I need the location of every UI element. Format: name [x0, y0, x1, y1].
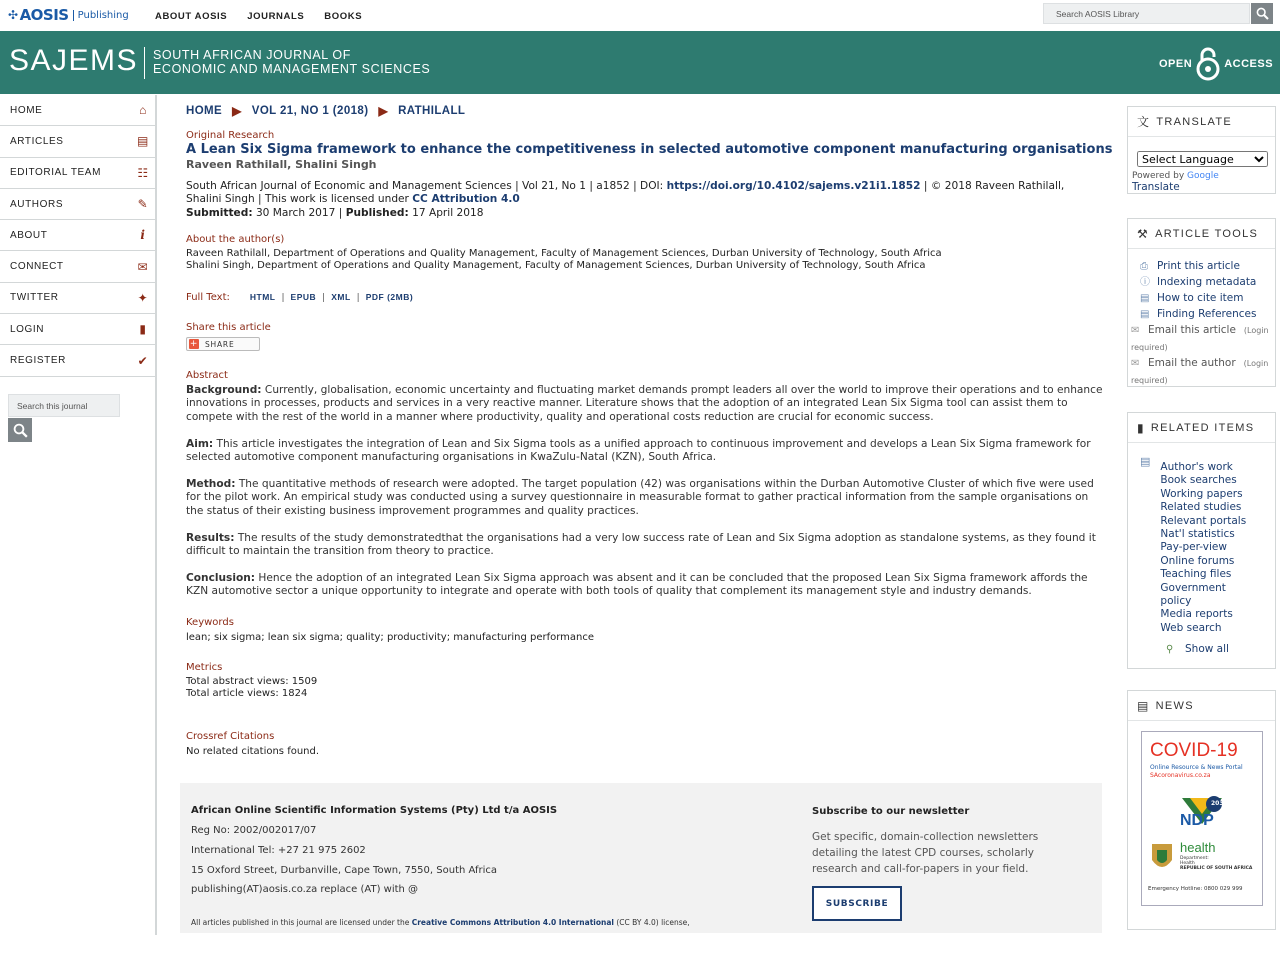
separator: | — [356, 293, 360, 303]
envelope-icon: ✉ — [1131, 358, 1140, 369]
author-affiliation: Shalini Singh, Department of Operations and Quality Management, Faculty of Management Sciences, Durban University of Technology, South Africa — [186, 260, 926, 271]
search-icon — [1256, 7, 1269, 20]
email-author-link[interactable] — [1131, 357, 1275, 387]
citation-text: South African Journal of Economic and Management Sciences | Vol 21, No 1 | a1852 | DOI: — [186, 180, 667, 192]
article-authors: Raveen Rathilall, Shalini Singh — [186, 158, 377, 171]
breadcrumb-home[interactable]: HOME — [186, 105, 223, 117]
journal-short-name[interactable]: SAJEMS — [9, 44, 139, 77]
aim-label: Aim: — [186, 438, 214, 450]
journal-full-name — [153, 48, 430, 76]
login-note: required) — [1131, 343, 1168, 352]
metrics-heading: Metrics — [186, 662, 223, 673]
book-icon: ▮ — [1137, 420, 1145, 435]
finding-references-link[interactable] — [1140, 308, 1275, 321]
background-text: Currently, globalisation, economic uncertainty and fluctuating market demands prompt leaders all over the world to improve their operations and to enhance innovations in processes, products and services in a very reactive manner. Literature shows that the adoption of an integrated Lean Six Sigma tool can assist them to compete with the rest of the world in a manner where productivity, quality and operational costs reduction are crucial for economic success. — [186, 384, 1103, 423]
envelope-icon: ✉ — [1131, 325, 1140, 336]
info-icon: i — [140, 228, 146, 243]
translate-heading — [1128, 107, 1275, 137]
show-all-link[interactable] — [1166, 643, 1275, 656]
nav-journals[interactable]: JOURNALS — [247, 11, 305, 22]
google-logo-text: Google — [1187, 171, 1219, 181]
abstract-method — [186, 478, 1106, 518]
related-link-web-search[interactable]: Web search — [1160, 621, 1222, 634]
health-sub-line: Department: — [1180, 856, 1209, 861]
footer-org-name: African Online Scientific Information Systems (Pty) Ltd t/a AOSIS — [191, 805, 558, 816]
breadcrumb — [186, 104, 465, 118]
covid-banner[interactable] — [1141, 731, 1263, 906]
journal-search-button[interactable] — [8, 418, 32, 442]
abstract-conclusion — [186, 572, 1106, 599]
footer-phone: International Tel: +27 21 975 2602 — [191, 845, 366, 856]
document-icon: ▤ — [137, 134, 149, 149]
open-lock-icon — [1195, 47, 1221, 81]
article-tools-panel — [1127, 218, 1276, 387]
banner-divider — [144, 47, 145, 79]
abstract-aim — [186, 438, 1106, 465]
article-title: A Lean Six Sigma framework to enhance the competitiveness in selected automotive component manufacturing organisations — [186, 142, 1113, 157]
related-link-related-studies[interactable]: Related studies — [1160, 501, 1242, 514]
plus-icon: + — [189, 339, 199, 349]
aosis-logo[interactable] — [8, 6, 129, 24]
published-date: 17 April 2018 — [412, 206, 484, 219]
article-type: Original Research — [186, 130, 275, 141]
sidebar-item-label: LOGIN — [10, 323, 45, 335]
sidebar-divider — [155, 95, 157, 935]
crossref-text: No related citations found. — [186, 746, 320, 757]
tool-label: How to cite item — [1157, 292, 1244, 304]
related-link-authors-work[interactable]: Author's work — [1160, 461, 1233, 473]
keywords: lean; six sigma; lean six sigma; quality; productivity; manufacturing performance — [186, 632, 595, 643]
nav-about-aosis[interactable]: ABOUT AOSIS — [155, 11, 228, 22]
translate-panel — [1127, 106, 1276, 194]
crossref-heading: Crossref Citations — [186, 731, 275, 742]
email-author-text: Email the author — [1148, 357, 1236, 369]
envelope-icon: ✉ — [137, 259, 149, 274]
left-sidebar — [0, 95, 156, 377]
tool-label: Print this article — [1157, 260, 1240, 272]
aosis-logo-mark — [8, 6, 69, 24]
newsletter-title: Subscribe to our newsletter — [812, 806, 970, 817]
related-items-list — [1160, 455, 1246, 635]
group-icon: ☷ — [137, 165, 149, 180]
method-text: The quantitative methods of research were adopted. The target population (42) was organisations within the Durban Automotive Cluster of which five were used for the pilot work. An empirical study was conducted using a survey questionnaire in measurable format to gather practical information from the sample organisations on the status of their existing business improvement programmes and quality practices. — [186, 478, 1094, 517]
abstract-heading: Abstract — [186, 370, 228, 381]
related-link-working-papers[interactable]: Working papers — [1160, 487, 1243, 500]
translate-title: TRANSLATE — [1156, 115, 1232, 128]
health-sub-line: REPUBLIC OF SOUTH AFRICA — [1180, 866, 1253, 871]
newspaper-icon: ▤ — [1137, 698, 1150, 713]
covid-subtitle: Online Resource & News Portal — [1150, 764, 1243, 771]
sidebar-item-articles[interactable] — [0, 126, 156, 157]
ndp-text: NDP — [1180, 812, 1214, 829]
footer-email: publishing(AT)aosis.co.za replace (AT) with @ — [191, 884, 419, 895]
library-search-input[interactable]: Search AOSIS Library — [1043, 3, 1250, 24]
published-label: Published: — [345, 206, 409, 219]
full-text-links — [186, 292, 413, 303]
sidebar-item-label: REGISTER — [10, 355, 66, 367]
cite-item-link[interactable] — [1140, 292, 1275, 305]
emergency-hotline: Emergency Hotline: 0800 029 999 — [1148, 886, 1243, 892]
author-affiliation: Raveen Rathilall, Department of Operations and Quality Management, Faculty of Management Sciences, Durban University of Technology, South Africa — [186, 248, 942, 259]
sidebar-item-login[interactable] — [0, 314, 156, 345]
check-icon: ✔ — [137, 353, 149, 368]
breadcrumb-issue[interactable]: VOL 21, NO 1 (2018) — [251, 105, 369, 117]
lock-icon: ▮ — [139, 322, 147, 337]
login-note: required) — [1131, 376, 1168, 385]
related-link-media-reports[interactable]: Media reports — [1160, 608, 1233, 621]
subscribe-button[interactable]: SUBSCRIBE — [812, 886, 902, 921]
license-text: All articles published in this journal are licensed under the — [191, 918, 412, 927]
sidebar-item-label: AUTHORS — [10, 198, 64, 210]
citation-text: | © 2018 Raveen Rathilall, Shalini Singh | This work is licensed under — [186, 180, 1065, 206]
doi-link[interactable]: https://doi.org/10.4102/sajems.v21i1.1852 — [666, 180, 921, 192]
journal-full-name-line2: ECONOMIC AND MANAGEMENT SCIENCES — [153, 62, 431, 76]
sidebar-item-editorial-team[interactable] — [0, 158, 156, 189]
abstract-background — [186, 384, 1106, 424]
news-panel — [1127, 690, 1276, 930]
share-button[interactable] — [186, 337, 260, 351]
translate-icon: 文 — [1137, 115, 1151, 129]
magnifier-icon: ⚲ — [1166, 644, 1174, 656]
method-label: Method: — [186, 478, 236, 490]
language-select[interactable] — [1137, 151, 1268, 167]
abstract-results — [186, 532, 1106, 559]
tools-icon: ⚒ — [1137, 226, 1150, 241]
about-authors — [186, 248, 1102, 272]
coat-of-arms-icon — [1148, 840, 1176, 876]
related-link-online-forums[interactable]: Online forums — [1160, 554, 1235, 567]
login-note: (Login — [1243, 359, 1269, 368]
tool-label: Finding References — [1157, 308, 1257, 320]
search-icon — [13, 423, 28, 438]
submitted-date: 30 March 2017 — [255, 206, 336, 219]
nav-books[interactable]: BOOKS — [324, 11, 363, 22]
powered-by-text: Powered by — [1132, 171, 1185, 181]
background-label: Background: — [186, 384, 262, 396]
library-search-button[interactable] — [1251, 3, 1273, 24]
footer-reg-number: Reg No: 2002/002017/07 — [191, 825, 317, 836]
article-views: Total article views: 1824 — [186, 688, 308, 699]
conclusion-label: Conclusion: — [186, 572, 256, 584]
fulltext-epub-link[interactable]: EPUB — [290, 292, 317, 302]
sidebar-item-label: TWITTER — [10, 292, 59, 304]
related-items-panel — [1127, 412, 1276, 669]
sidebar-item-authors[interactable] — [0, 189, 156, 220]
conclusion-text: Hence the adoption of an integrated Lean Six Sigma approach was absent and it can be concluded that the proposed Lean Six Sigma framework affords the KZN automotive sector a unique opportunity to integrate and operate with both tools of quality that complement its management style and industry demands. — [186, 572, 1088, 598]
results-text: The results of the study demonstratedthat the organisations had a very low success rate of Lean and Six Sigma adoption as standalone systems, as they found it difficult to maintain the transition from theory to practice. — [186, 532, 1096, 558]
separator: | — [281, 293, 285, 303]
sidebar-item-connect[interactable] — [0, 251, 156, 282]
about-authors-heading: About the author(s) — [186, 234, 285, 245]
sidebar-item-label: HOME — [10, 104, 43, 116]
health-department — [1180, 856, 1252, 871]
submitted-label: Submitted: — [186, 206, 253, 219]
sidebar-item-home[interactable] — [0, 95, 156, 126]
related-link-teaching-files[interactable]: Teaching files — [1160, 568, 1232, 581]
health-sub-line: Health — [1180, 861, 1195, 866]
article-tools-title: ARTICLE TOOLS — [1155, 227, 1259, 240]
covid-url: SAcoronavirus.co.za — [1150, 772, 1211, 779]
show-all-label: Show all — [1185, 643, 1229, 656]
related-items-heading — [1128, 413, 1275, 443]
cc-license-link[interactable]: Creative Commons Attribution 4.0 International — [411, 918, 614, 927]
sidebar-item-register[interactable] — [0, 345, 156, 376]
journal-full-name-line1: SOUTH AFRICAN JOURNAL OF — [153, 48, 351, 62]
sidebar-item-label: CONNECT — [10, 261, 64, 273]
breadcrumb-arrow-icon: ▶ — [378, 104, 389, 118]
news-title: NEWS — [1155, 699, 1194, 712]
article-tools-heading — [1128, 219, 1275, 249]
breadcrumb-current[interactable]: RATHILALL — [398, 105, 466, 117]
related-link-relevant-portals[interactable]: Relevant portals — [1160, 514, 1247, 527]
footer-license — [191, 918, 690, 927]
pencil-icon: ✎ — [137, 197, 149, 212]
related-link-pay-per-view[interactable]: Pay-per-view — [1160, 541, 1227, 554]
aim-text: This article investigates the integration of Lean and Six Sigma tools as a unified approach to continuous improvement and develops a Lean Six Sigma framework for selected automotive component manufacturing organisations in KwaZulu-Natal (KZN), South Africa. — [186, 438, 1091, 464]
aosis-brand-text: AOSIS — [19, 6, 69, 24]
footer — [180, 783, 1102, 933]
related-link-government-policy[interactable]: Government policy — [1160, 581, 1226, 608]
tool-label: Indexing metadata — [1157, 276, 1257, 288]
related-items-body — [1128, 443, 1275, 635]
article-citation: South African Journal of Economic and Management Sciences | Vol 21, No 1 | a1852 | DOI: https://doi.org/10.4102/sajems.v21i1.1852 | © 2018 Raveen Rathilall, Shalini Singh | This work is licensed under CC Attribution 4.0 Submitted: 30 March 2017 | Published: 17 April 2018 — [186, 180, 1065, 219]
sidebar-item-label: ABOUT — [10, 229, 48, 241]
ndp-year: 2030 — [1211, 800, 1228, 807]
open-access-left: OPEN — [1159, 58, 1193, 70]
open-access-right: ACCESS — [1224, 58, 1274, 70]
share-heading: Share this article — [186, 322, 271, 333]
twitter-icon: ✦ — [137, 290, 149, 305]
google-translate-link[interactable]: Translate — [1132, 181, 1180, 193]
sidebar-item-label: EDITORIAL TEAM — [10, 167, 102, 179]
article-tools-list — [1128, 249, 1275, 387]
email-article-text: Email this article — [1148, 324, 1236, 336]
login-note: (Login — [1243, 326, 1269, 335]
translate-body — [1128, 137, 1275, 193]
separator: | — [322, 293, 326, 303]
metrics — [186, 676, 1102, 700]
info-icon: ⓘ — [1140, 277, 1150, 288]
license-text: (CC BY 4.0) license, — [613, 918, 690, 927]
fulltext-pdf-link[interactable]: PDF (2MB) — [365, 292, 414, 302]
open-access-logo — [1159, 47, 1273, 81]
health-text: health — [1180, 840, 1216, 855]
cite-icon: ▤ — [1140, 293, 1150, 304]
news-heading — [1128, 691, 1275, 721]
home-icon: ⌂ — [139, 103, 147, 118]
full-text-label: Full Text: — [186, 292, 230, 303]
journal-banner — [0, 31, 1280, 94]
share-button-label: SHARE — [205, 339, 235, 349]
google-translate-credit — [1132, 171, 1267, 193]
covid-title: COVID-19 — [1150, 740, 1238, 761]
results-label: Results: — [186, 532, 235, 544]
journal-search-input[interactable]: Search this journal — [8, 394, 120, 417]
abstract-views: Total abstract views: 1509 — [186, 676, 318, 687]
newsletter-text: Get specific, domain-collection newsletters detailing the latest CPD courses, scholarly research and call-for-papers in your field. — [812, 831, 1039, 875]
top-bar — [0, 0, 1280, 31]
related-items-icon: ▤ — [1140, 455, 1151, 468]
aosis-logo-icon: ✣ — [8, 8, 18, 22]
fulltext-xml-link[interactable]: XML — [331, 292, 351, 302]
related-link-book-searches[interactable]: Book searches — [1160, 474, 1237, 487]
fulltext-html-link[interactable]: HTML — [249, 292, 276, 302]
breadcrumb-arrow-icon: ▶ — [232, 104, 242, 118]
aosis-brand-sub: Publishing — [73, 10, 129, 21]
indexing-metadata-link[interactable] — [1140, 276, 1275, 289]
related-link-natl-statistics[interactable]: Nat'l statistics — [1160, 528, 1235, 541]
sidebar-item-label: ARTICLES — [10, 135, 64, 147]
top-nav — [155, 11, 362, 22]
references-icon: ▤ — [1140, 309, 1150, 320]
print-article-link[interactable] — [1140, 260, 1275, 273]
footer-address: 15 Oxford Street, Durbanville, Cape Town, 7550, South Africa — [191, 865, 498, 876]
license-link[interactable]: CC Attribution 4.0 — [412, 193, 520, 206]
related-items-title: RELATED ITEMS — [1150, 421, 1255, 434]
keywords-heading: Keywords — [186, 617, 234, 628]
sidebar-item-about[interactable] — [0, 220, 156, 251]
sidebar-item-twitter[interactable] — [0, 283, 156, 314]
printer-icon: ⎙ — [1140, 261, 1148, 272]
email-article-link[interactable] — [1131, 324, 1275, 354]
